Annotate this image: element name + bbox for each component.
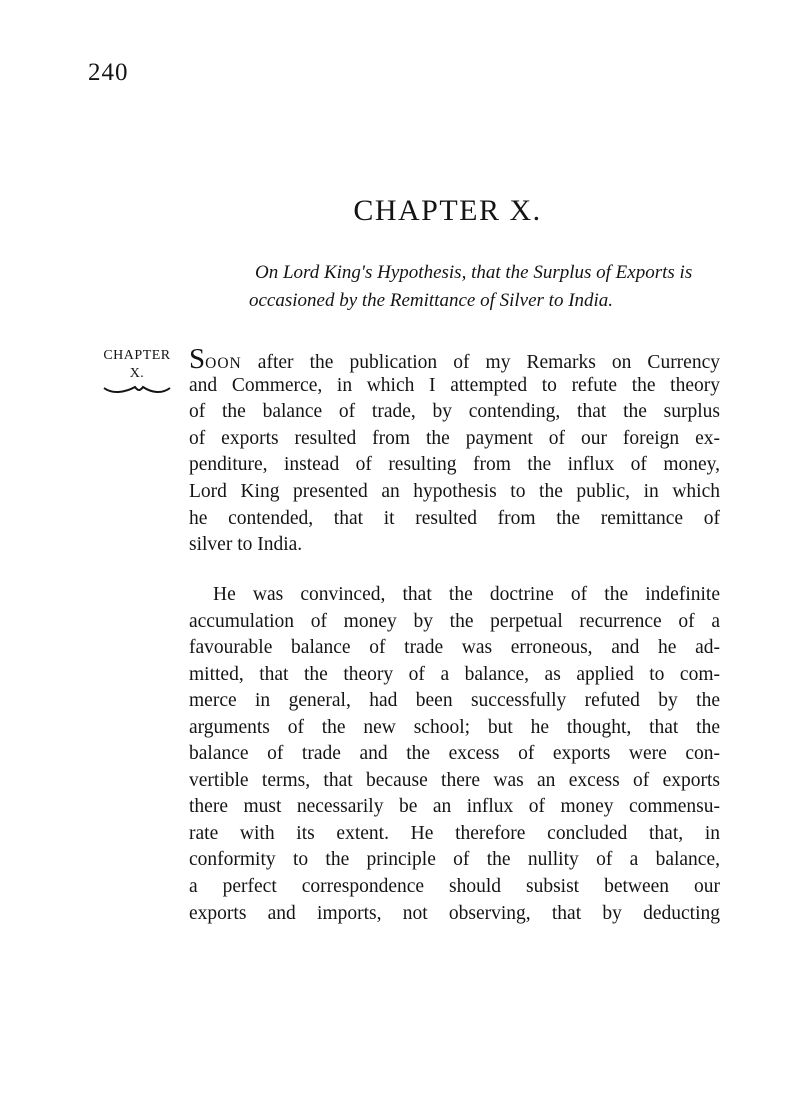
paragraph-1-line: of the balance of trade, by contending, that the surplus bbox=[189, 401, 720, 423]
paragraph-1-line: of exports resulted from the payment of our foreign ex- bbox=[189, 427, 720, 449]
first-line-text: after the publication of my Remarks on Currency bbox=[241, 352, 720, 373]
paragraph-2-line: favourable balance of trade was erroneous, and he ad- bbox=[189, 637, 720, 659]
paragraph-2-line: accumulation of money by the perpetual recurrence of a bbox=[189, 610, 720, 632]
small-caps-word: OON bbox=[205, 355, 242, 372]
margin-note-chapter: CHAPTER bbox=[103, 348, 171, 363]
paragraph-2-line: a perfect correspondence should subsist between our bbox=[189, 876, 720, 898]
paragraph-2-line: merce in general, had been successfully refuted by the bbox=[189, 690, 720, 712]
chapter-heading: CHAPTER X. bbox=[353, 194, 542, 227]
paragraph-2 bbox=[189, 582, 720, 927]
paragraph-2-line: He was convinced, that the doctrine of the indefinite bbox=[213, 584, 720, 605]
paragraph-2-line: mitted, that the theory of a balance, as applied to com- bbox=[189, 663, 720, 685]
chapter-subtitle-line-2: occasioned by the Remittance of Silver to India. bbox=[249, 290, 614, 311]
page-number: 240 bbox=[88, 59, 129, 86]
paragraph-1-line: silver to India. bbox=[189, 534, 303, 556]
paragraph-1-line bbox=[189, 343, 720, 375]
margin-chapter-note bbox=[92, 347, 182, 395]
paragraph-2-line: balance of trade and the excess of exports were con- bbox=[189, 743, 720, 765]
margin-note-number: X. bbox=[129, 366, 145, 381]
paragraph-1-line: penditure, instead of resulting from the influx of money, bbox=[189, 454, 720, 476]
paragraph-1-line: Lord King presented an hypothesis to the public, in which bbox=[189, 480, 720, 502]
chapter-subtitle-line-1: On Lord King's Hypothesis, that the Surplus of Exports is bbox=[255, 262, 693, 283]
brace-ornament-icon bbox=[102, 385, 172, 395]
drop-cap: S bbox=[189, 343, 206, 375]
paragraph-1 bbox=[189, 343, 720, 559]
paragraph-1-line: and Commerce, in which I attempted to refute the theory bbox=[189, 374, 720, 396]
paragraph-2-line: conformity to the principle of the nullity of a balance, bbox=[189, 849, 720, 871]
paragraph-2-line: there must necessarily be an influx of money commensu- bbox=[189, 796, 720, 818]
paragraph-2-line: rate with its extent. He therefore concluded that, in bbox=[189, 822, 720, 844]
paragraph-2-line: exports and imports, not observing, that by deducting bbox=[189, 902, 720, 924]
paragraph-2-line: vertible terms, that because there was an excess of exports bbox=[189, 769, 720, 791]
paragraph-1-line: he contended, that it resulted from the remittance of bbox=[189, 507, 720, 529]
paragraph-2-line: arguments of the new school; but he thought, that the bbox=[189, 716, 720, 738]
